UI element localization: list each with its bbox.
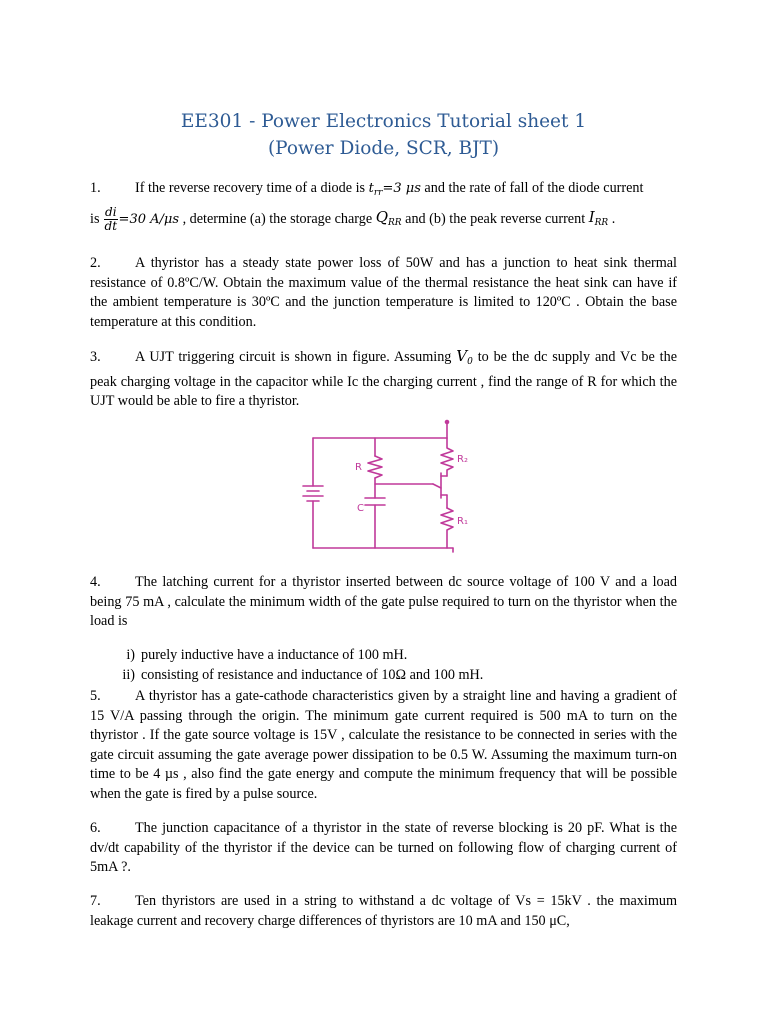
q1-text-5: . — [611, 210, 616, 227]
didt-fraction: $\frac{di}{dt}$ — [104, 204, 118, 233]
q1-text-3: , determine (a) the storage charge — [182, 210, 373, 227]
question-number: 1. — [90, 180, 101, 196]
q5-text: A thyristor has a gate-cathode characteristics given by a straight line and having a gradient of 15 V/A passing through the origin. The minimum gate current required is 500 mA to turn on the thyristor . If the gate source voltage is 15V , calculate the resistance to be connected in series with the gate circuit assuming the gate average power dissipation to be 0.5 W. Assuming the maximum turn-on time to be 4 µs , also find the gate energy and compute the minimum frequency that will be possible when the gate is fired by a pulse source. — [90, 688, 677, 802]
trr-symbol: $t_{rr}=3$ μs — [368, 181, 421, 198]
label-c: C — [357, 503, 364, 514]
q1-text-1: If the reverse recovery time of a diode is — [135, 180, 366, 196]
label-r: R — [355, 462, 362, 473]
list-marker: i) — [126, 647, 135, 663]
title-line-2: (Power Diode, SCR, BJT) — [267, 138, 500, 159]
resistor-r — [368, 456, 382, 478]
page-title — [90, 108, 677, 162]
list-item-text: consisting of resistance and inductance of 10Ω and 100 mH. — [141, 666, 484, 683]
question-6 — [90, 819, 677, 878]
resistor-r2 — [441, 438, 453, 476]
question-3 — [90, 347, 677, 412]
question-7 — [90, 892, 677, 931]
question-number: 2. — [90, 255, 101, 271]
list-item — [110, 666, 677, 686]
question-4-list — [110, 646, 677, 685]
list-marker: ii) — [122, 666, 135, 683]
q6-text: The junction capacitance of a thyristor in the state of reverse blocking is 20 pF. What is the dv/dt capability of the thyristor if the device can be turned on following flow of charging current of 5mA ?. — [90, 820, 677, 875]
question-number: 5. — [90, 688, 101, 704]
irr-symbol: $I_{RR}$ — [588, 208, 609, 229]
question-4 — [90, 573, 677, 632]
qrr-symbol: $Q_{RR}$ — [375, 208, 402, 229]
capacitor-c — [365, 498, 385, 505]
q3-text-2: to be the dc supply and Vc be the peak charging voltage in the capacitor while Ic the charging current , find the range of R for which the UJT would be able to fire a thyristor. — [90, 349, 678, 409]
battery-symbol — [303, 486, 323, 501]
didt-value: =30 A/μs — [118, 211, 180, 227]
label-r2: R₂ — [457, 454, 468, 465]
v0-symbol: $V_0$ — [456, 347, 473, 367]
title-line-1: EE301 - Power Electronics Tutorial sheet 1 — [180, 111, 587, 132]
list-item — [110, 646, 677, 666]
q1-text-4: and (b) the peak reverse current — [405, 210, 586, 227]
question-number: 3. — [90, 349, 101, 365]
question-number: 7. — [90, 893, 101, 909]
question-1 — [90, 179, 677, 234]
q3-text-1: A UJT triggering circuit is shown in figure. Assuming — [135, 349, 452, 365]
q1-is: is — [90, 210, 100, 227]
list-item-text: purely inductive have a inductance of 100 mH. — [141, 647, 408, 663]
q1-text-2: and the rate of fall of the diode current — [424, 180, 644, 196]
ujt-circuit-figure — [295, 418, 485, 558]
q7-text: Ten thyristors are used in a string to withstand a dc voltage of Vs = 15kV . the maximum leakage current and recovery charge differences of thyristors are 10 mA and 150 μC, — [90, 893, 677, 929]
resistor-r1 — [441, 508, 453, 548]
q2-text: A thyristor has a steady state power loss of 50W and has a junction to heat sink thermal resistance of 0.8ºC/W. Obtain the maximum value of the thermal resistance the heat sink can have if the ambient temperature is 30ºC and the junction temperature is limited to 120ºC . Obtain the base temperature at this condition. — [90, 255, 677, 330]
label-r1: R₁ — [457, 516, 468, 527]
question-5 — [90, 687, 677, 804]
q4-text: The latching current for a thyristor inserted between dc source voltage of 100 V and a load being 75 mA , calculate the minimum width of the gate pulse required to turn on the thyristor when the load is — [90, 574, 677, 629]
question-number: 6. — [90, 820, 101, 836]
question-number: 4. — [90, 574, 101, 590]
question-2 — [90, 254, 677, 332]
